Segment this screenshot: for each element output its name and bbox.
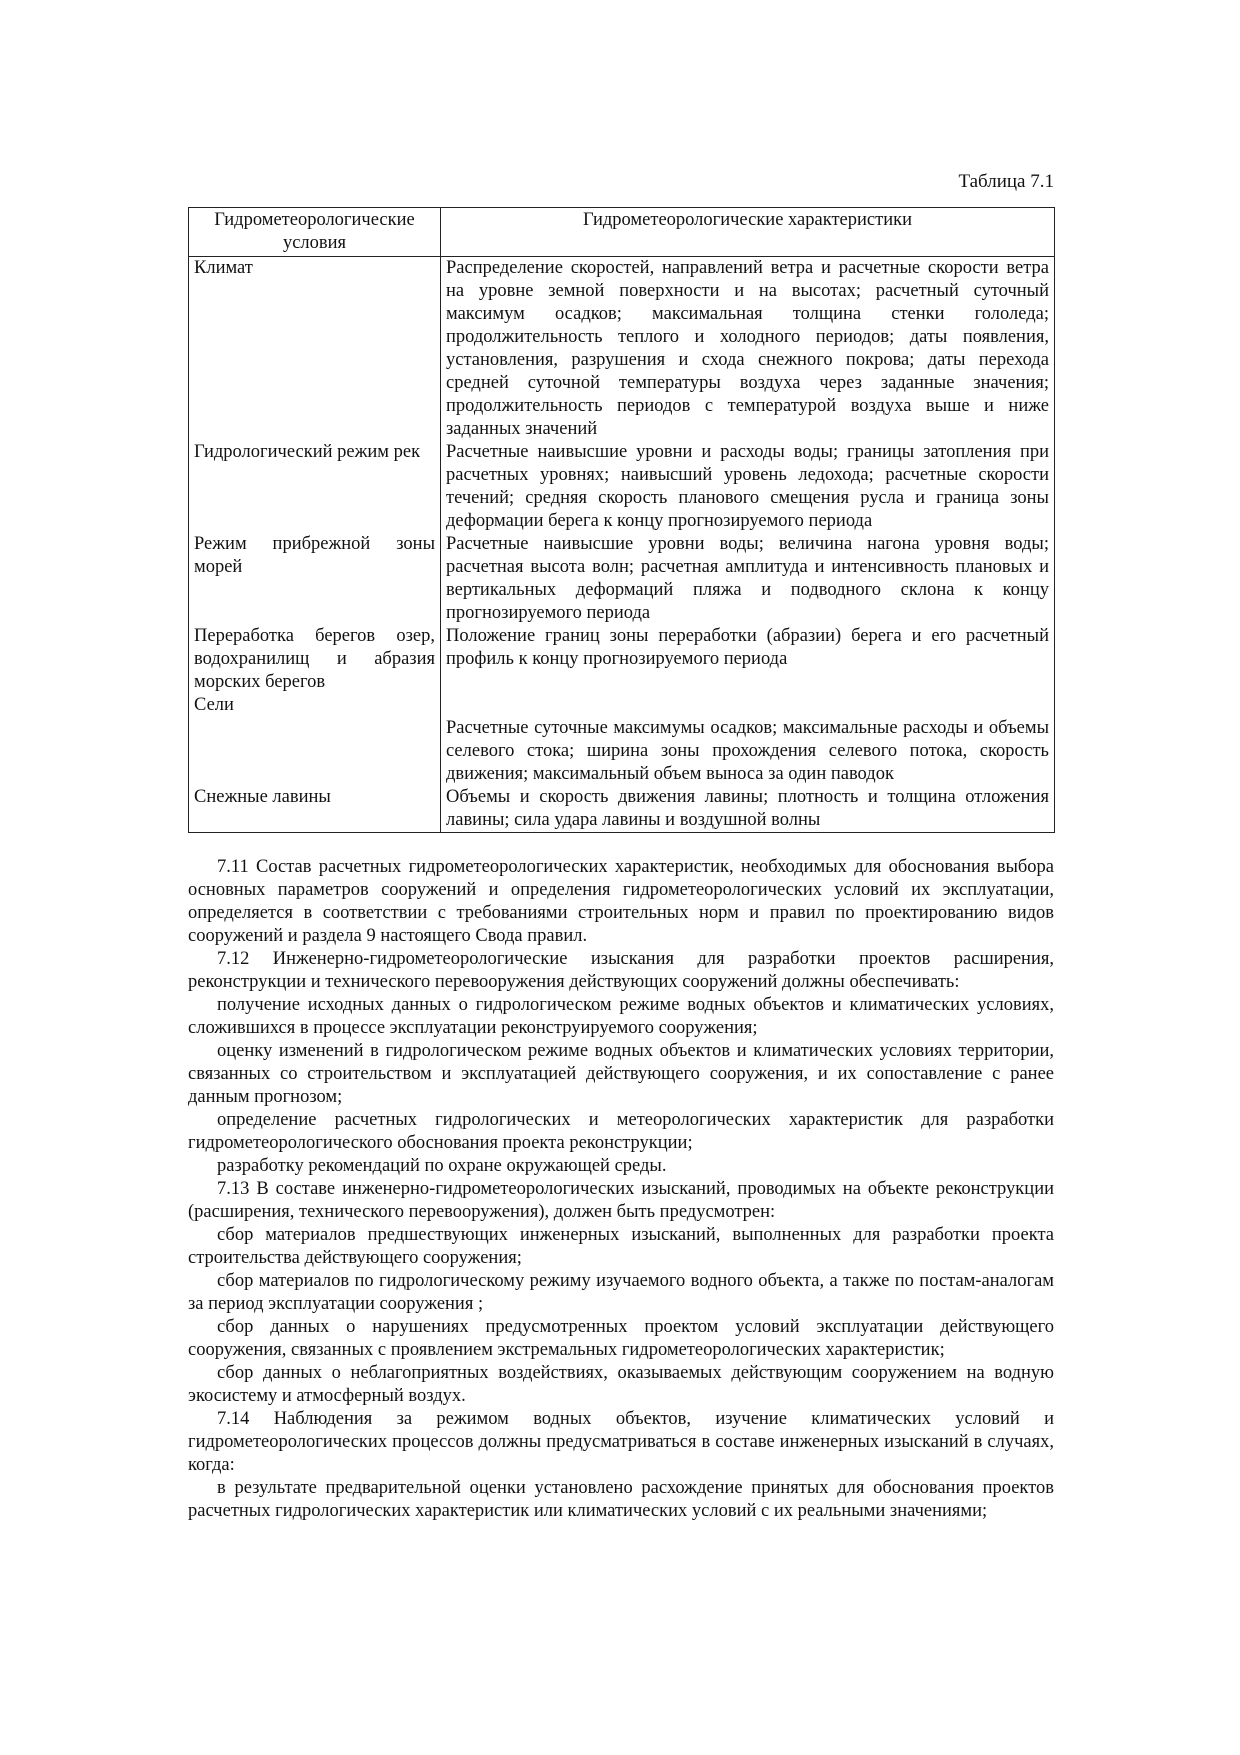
list-item: сбор данных о нарушениях предусмотренных проектом условий эксплуатации действующего сооружения, связанных с проявлением экстремальных гидрометеорологических характеристик; [188, 1317, 1054, 1360]
table-caption: Таблица 7.1 [958, 171, 1054, 192]
table-cell-characteristics: Положение границ зоны переработки (абразии) берега и его расчетный профиль к концу прогнозируемого периода [441, 625, 1055, 694]
table-cell-characteristics: Расчетные суточные максимумы осадков; максимальные расходы и объемы селевого стока; ширина зоны прохождения селевого потока, скорость движения; максимальный объем выноса за один паводок [441, 694, 1055, 786]
table-row [189, 694, 1055, 786]
table-row [189, 533, 1055, 625]
table-cell-condition: Переработка берегов озер, водохранилищ и абразия морских берегов [189, 625, 441, 694]
list-item: сбор материалов предшествующих инженерных изысканий, выполненных для разработки проекта строительства действующего сооружения; [188, 1225, 1054, 1268]
table-header-conditions: Гидрометеорологические условия [189, 208, 441, 257]
table-cell-condition: Гидрологический режим рек [189, 441, 441, 533]
list-item: получение исходных данных о гидрологическом режиме водных объектов и климатических условиях, сложившихся в процессе эксплуатации реконструируемого сооружения; [188, 995, 1054, 1038]
list-item: сбор материалов по гидрологическому режиму изучаемого водного объекта, а также по постам-аналогам за период эксплуатации сооружения ; [188, 1271, 1054, 1314]
list-item: определение расчетных гидрологических и метеорологических характеристик для разработки гидрометеорологического обоснования проекта реконструкции; [188, 1110, 1054, 1153]
list-item: в результате предварительной оценки установлено расхождение принятых для обоснования проектов расчетных гидрологических характеристик или климатических условий с их реальными значениями; [188, 1478, 1054, 1521]
body-text [188, 856, 1054, 1523]
table-cell-characteristics: Расчетные наивысшие уровни и расходы воды; границы затопления при расчетных уровнях; наивысший уровень ледохода; расчетные скорости течений; средняя скорость планового смещения русла и граница зоны деформации берега к концу прогнозируемого периода [441, 441, 1055, 533]
paragraph-7-11: 7.11 Состав расчетных гидрометеорологических характеристик, необходимых для обоснования выбора основных параметров сооружений и определения гидрометеорологических условий их эксплуатации, определяется в соответствии с требованиями строительных норм и правил по проектированию видов сооружений и раздела 9 настоящего Свода правил. [188, 857, 1054, 946]
table-row [189, 257, 1055, 442]
table-cell-characteristics: Объемы и скорость движения лавины; плотность и толщина отложения лавины; сила удара лавины и воздушной волны [441, 786, 1055, 833]
table-cell-condition: Снежные лавины [189, 786, 441, 833]
table-row [189, 441, 1055, 533]
paragraph-7-12: 7.12 Инженерно-гидрометеорологические изыскания для разработки проектов расширения, реконструкции и технического перевооружения действующих сооружений должны обеспечивать: [188, 949, 1054, 992]
list-item: сбор данных о неблагоприятных воздействиях, оказываемых действующим сооружением на водную экосистему и атмосферный воздух. [188, 1363, 1054, 1406]
table-header-row [189, 208, 1055, 257]
table-row [189, 625, 1055, 694]
table-cell-condition: Режим прибрежной зоны морей [189, 533, 441, 625]
table-header-characteristics: Гидрометеорологические характеристики [441, 208, 1055, 257]
paragraph-7-13: 7.13 В составе инженерно-гидрометеорологических изысканий, проводимых на объекте реконструкции (расширения, технического перевооружения), должен быть предусмотрен: [188, 1179, 1054, 1222]
list-item: оценку изменений в гидрологическом режиме водных объектов и климатических условиях территории, связанных со строительством и эксплуатацией действующего сооружения, и их сопоставление с ранее данным прогнозом; [188, 1041, 1054, 1107]
table-cell-characteristics: Расчетные наивысшие уровни воды; величина нагона уровня воды; расчетная высота волн; расчетная амплитуда и интенсивность плановых и вертикальных деформаций пляжа и подводного склона к концу прогнозируемого периода [441, 533, 1055, 625]
table-cell-condition: Климат [189, 257, 441, 442]
paragraph-7-14: 7.14 Наблюдения за режимом водных объектов, изучение климатических условий и гидрометеорологических процессов должны предусматриваться в составе инженерных изысканий в случаях, когда: [188, 1409, 1054, 1475]
hydrometeorological-table [188, 207, 1055, 833]
list-item: разработку рекомендаций по охране окружающей среды. [217, 1156, 667, 1176]
table-cell-characteristics: Распределение скоростей, направлений ветра и расчетные скорости ветра на уровне земной поверхности и на высотах; расчетный суточный максимум осадков; максимальная толщина стенки гололеда; продолжительность теплого и холодного периодов; даты появления, установления, разрушения и схода снежного покрова; даты перехода средней суточной температуры воздуха через заданные значения; продолжительность периодов с температурой воздуха выше и ниже заданных значений [441, 257, 1055, 442]
table-row [189, 786, 1055, 833]
document-page [188, 170, 1054, 1523]
table-cell-condition: Сели [189, 694, 441, 786]
